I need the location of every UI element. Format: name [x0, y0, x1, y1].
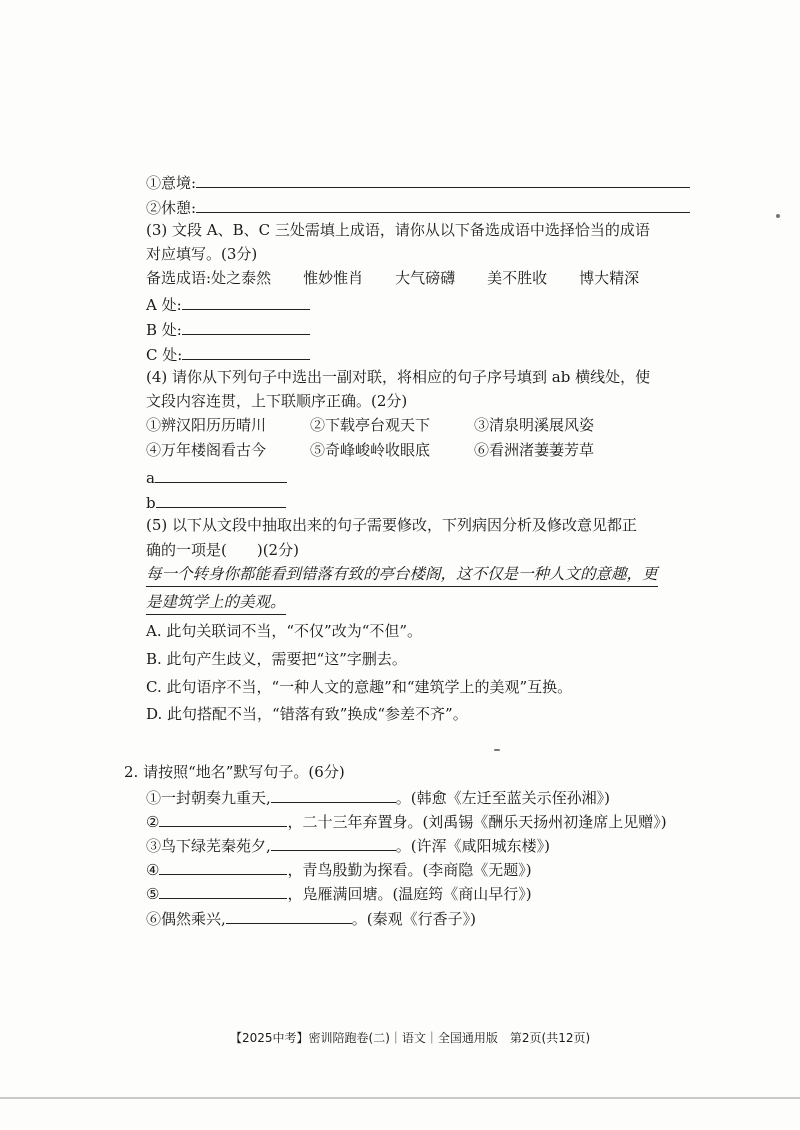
word-yijing-row: [146, 171, 690, 193]
q2-line3-blank[interactable]: [271, 834, 396, 851]
q2-line6-pre: ⑥偶然乘兴,: [146, 910, 226, 928]
q2-line2-blank[interactable]: [159, 810, 287, 827]
q3-a-row: [146, 293, 310, 315]
q2-line6-post: 。(秦观《行香子》): [351, 910, 476, 928]
q3-b-label: B 处:: [146, 321, 182, 339]
q2-line4-pre: ④: [146, 861, 160, 879]
word-yijing-answer-blank[interactable]: [196, 171, 690, 188]
page-footer: 【2025中考】密训陪跑卷(二)｜语文｜全国通用版 第2页(共12页): [230, 1031, 591, 1045]
q3-a-label: A 处:: [146, 296, 182, 314]
q3-c-blank[interactable]: [182, 343, 310, 360]
q2-line1: [146, 786, 610, 808]
word-xiuqi-row: [146, 196, 690, 218]
scan-edge-line: [0, 1097, 800, 1099]
q4-b-blank[interactable]: [156, 491, 286, 508]
q3-option: 处之泰然: [211, 269, 272, 287]
q3-options-row: [146, 268, 639, 288]
q4-sentence: ②下载亭台观天下: [310, 416, 431, 434]
q2-stem: 2. 请按照“地名”默写句子。(6分): [124, 763, 345, 781]
q4-sentence: ①辨汉阳历历晴川: [146, 416, 267, 434]
scan-speck: [776, 214, 780, 218]
q5-sentence-line1-text: 每一个转身你都能看到错落有致的亭台楼阁，这不仅是一种人文的意趣，更: [146, 565, 658, 587]
q4-sentence: ③清泉明溪展风姿: [474, 416, 595, 434]
q4-sentences-row1: [146, 415, 594, 435]
q3-stem-line2: 对应填写。(3分): [146, 245, 258, 263]
q4-sentence: ④万年楼阁看古今: [146, 441, 267, 459]
q3-b-blank[interactable]: [182, 318, 310, 335]
q4-sentence: ⑥看洲渚萋萋芳草: [474, 441, 595, 459]
q4-a-label: a: [146, 469, 155, 487]
q2-line2-pre: ②: [146, 813, 160, 831]
q2-line1-pre: ①一封朝奏九重天,: [146, 789, 271, 807]
q2-line5-pre: ⑤: [146, 885, 160, 903]
q4-b-row: [146, 491, 286, 513]
q4-sentences-row2: [146, 440, 594, 460]
q5-choice-d[interactable]: D. 此句搭配不当，“错落有致”换成“参差不齐”。: [146, 705, 468, 723]
q5-stem-line2: 确的一项是( )(2分): [146, 541, 299, 559]
q4-a-row: [146, 466, 287, 488]
q2-line2: [146, 810, 667, 832]
q2-line3-pre: ③鸟下绿芜秦苑夕,: [146, 837, 271, 855]
word-yijing-label: ①意境:: [146, 174, 197, 192]
q4-stem-line2: 文段内容连贯，上下联顺序正确。(2分): [146, 392, 408, 410]
scan-speck: [494, 749, 500, 751]
q2-line2-post: ，二十三年弃置身。(刘禹锡《酬乐天扬州初逢席上见赠》): [287, 813, 667, 831]
q3-stem-line1: (3) 文段 A、B、C 三处需填上成语，请你从以下备选成语中选择恰当的成语: [146, 221, 650, 239]
q5-sentence-line1: [146, 564, 658, 584]
q5-sentence-line2-text: 是建筑学上的美观。: [146, 593, 286, 615]
q3-a-blank[interactable]: [182, 293, 310, 310]
q5-stem-line1: (5) 以下从文段中抽取出来的句子需要修改，下列病因分析及修改意见都正: [146, 516, 638, 534]
q3-b-row: [146, 318, 310, 340]
q4-b-label: b: [146, 494, 156, 512]
q2-line5-blank[interactable]: [159, 882, 287, 899]
q3-c-label: C 处:: [146, 346, 183, 364]
q2-line3: [146, 834, 550, 856]
q3-option: 美不胜收: [487, 269, 548, 287]
q2-line5-post: ，凫雁满回塘。(温庭筠《商山早行》): [287, 885, 532, 903]
q2-line6-blank[interactable]: [226, 907, 352, 924]
q2-line4-blank[interactable]: [159, 858, 287, 875]
q5-choice-b[interactable]: B. 此句产生歧义，需要把“这”字删去。: [146, 650, 407, 668]
q4-sentence: ⑤奇峰峻岭收眼底: [310, 441, 431, 459]
q3-options-label: 备选成语:: [146, 269, 212, 287]
q5-choice-a[interactable]: A. 此句关联词不当，“不仅”改为“不但”。: [146, 622, 423, 640]
q4-a-blank[interactable]: [155, 466, 287, 483]
q3-c-row: [146, 343, 310, 365]
q4-stem-line1: (4) 请你从下列句子中选出一副对联，将相应的句子序号填到 ab 横线处，使: [146, 368, 651, 386]
q3-option: 博大精深: [579, 269, 640, 287]
q5-choice-c[interactable]: C. 此句语序不当，“一种人文的意趣”和“建筑学上的美观”互换。: [146, 678, 573, 696]
q3-option: 惟妙惟肖: [303, 269, 364, 287]
word-xiuqi-label: ②休憩:: [146, 199, 197, 217]
q5-sentence-line2: [146, 592, 286, 612]
q2-line4-post: ，青鸟殷勤为探看。(李商隐《无题》): [287, 861, 532, 879]
q2-line1-blank[interactable]: [271, 786, 396, 803]
q2-line1-post: 。(韩愈《左迁至蓝关示侄孙湘》): [395, 789, 610, 807]
q2-line5: [146, 882, 532, 904]
q2-line4: [146, 858, 532, 880]
q2-line3-post: 。(许浑《咸阳城东楼》): [395, 837, 550, 855]
q2-line6: [146, 907, 476, 929]
q3-option: 大气磅礴: [395, 269, 456, 287]
word-xiuqi-answer-blank[interactable]: [196, 196, 690, 213]
